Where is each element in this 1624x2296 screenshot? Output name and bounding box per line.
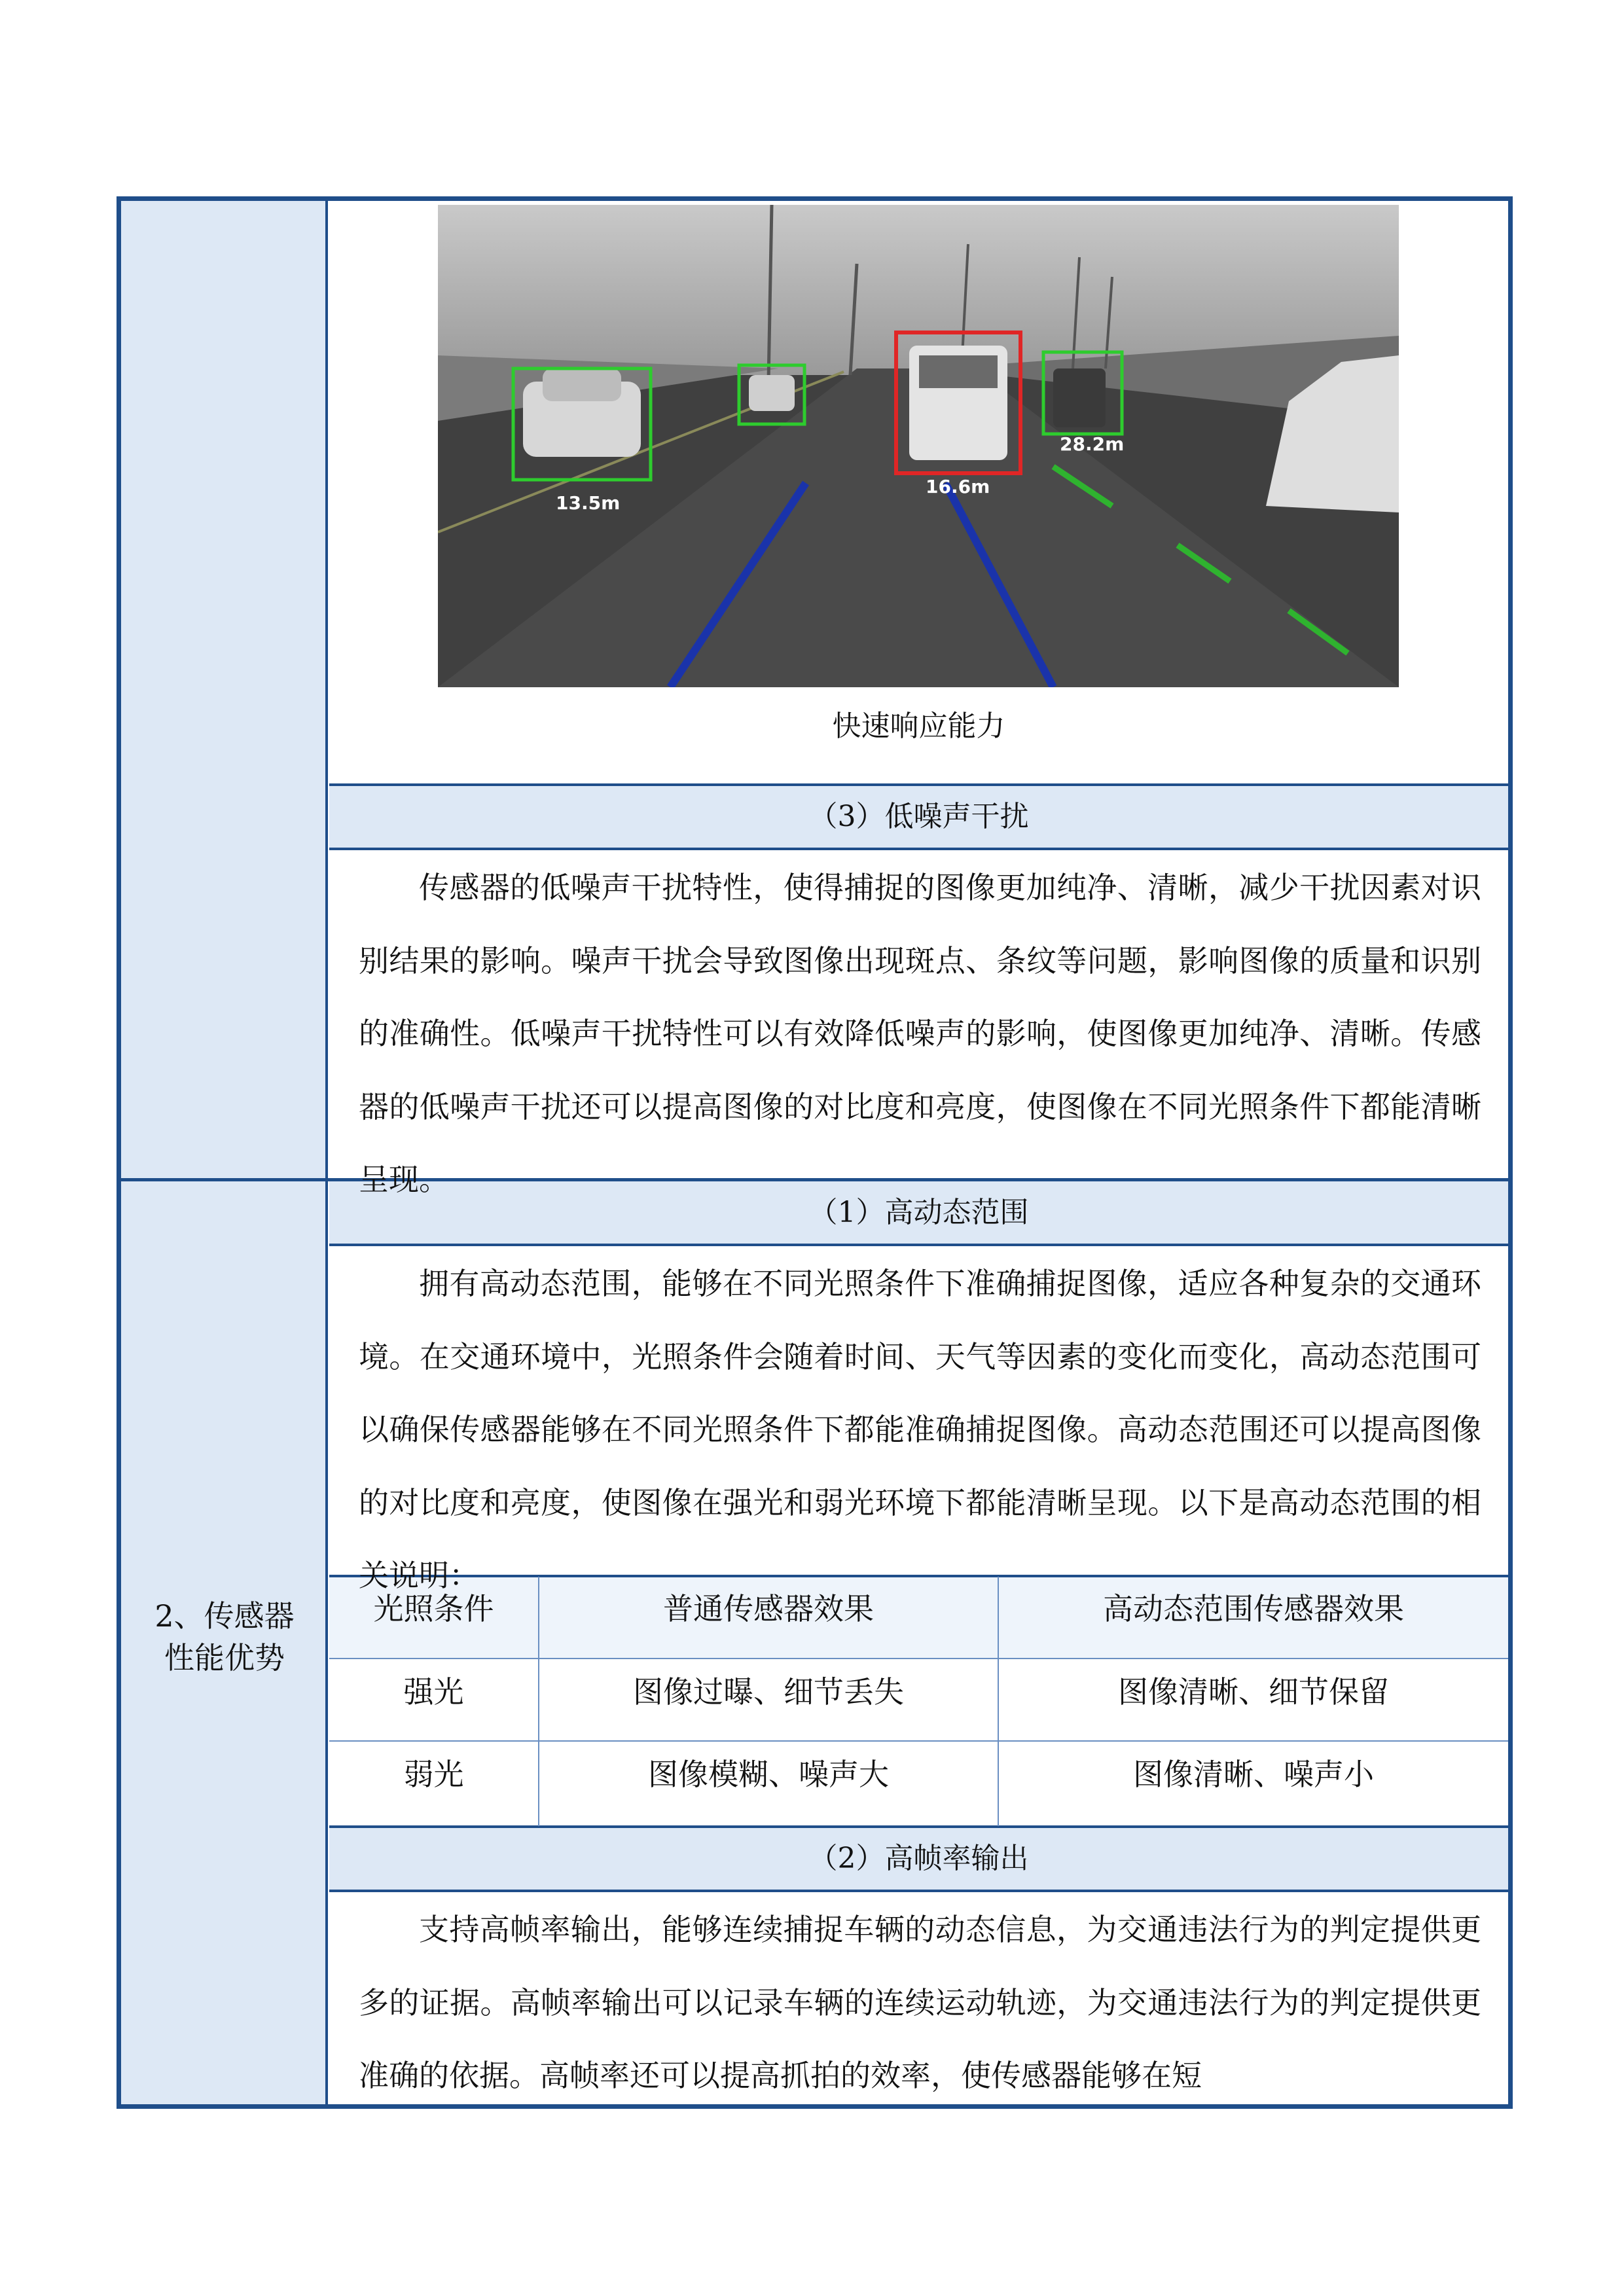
distance-label: 16.6m: [926, 476, 990, 497]
row-label-line: 2、传感器: [154, 1598, 295, 1634]
paragraph-low-noise: 传感器的低噪声干扰特性，使得捕捉的图像更加纯净、清晰，减少干扰因素对识别结果的影响。噪声干扰会导致图像出现斑点、条纹等问题，影响图像的质量和识别的准确性。低噪声干扰特性可以有效降低噪声的影响，使图像更加纯净、清晰。传感器的低噪声干扰还可以提高图像的对比度和亮度，使图像在不同光照条件下都能清晰呈现。: [359, 870, 1481, 1197]
table-cell: 图像模糊、噪声大: [648, 1757, 889, 1792]
table-cell: 图像清晰、细节保留: [1118, 1674, 1389, 1710]
table-cell: 图像过曝、细节丢失: [633, 1674, 904, 1710]
table-header-cell: 普通传感器效果: [663, 1591, 874, 1626]
table-header-cell: 光照条件: [373, 1591, 494, 1626]
figure-caption: 快速响应能力: [832, 709, 1005, 743]
table-cell: 强光: [403, 1674, 464, 1710]
section-heading: （3）低噪声干扰: [808, 800, 1029, 833]
section-heading: （2）高帧率输出: [808, 1842, 1029, 1875]
row-label: [121, 1595, 328, 1679]
table-header-cell: 高动态范围传感器效果: [1103, 1591, 1404, 1626]
section-heading: （1）高动态范围: [808, 1196, 1029, 1229]
table-cell: 弱光: [403, 1757, 464, 1792]
paragraph-fps: 支持高帧率输出，能够连续捕捉车辆的动态信息，为交通违法行为的判定提供更多的证据。高帧率输出可以记录车辆的连续运动轨迹，为交通违法行为的判定提供更准确的依据。高帧率还可以提高抓拍的效率，使传感器能够在短: [359, 1912, 1481, 2093]
distance-label: 28.2m: [1060, 433, 1125, 455]
row-label-line: 性能优势: [164, 1640, 285, 1676]
traffic-detection-photo: [438, 205, 1399, 687]
distance-label: 13.5m: [556, 492, 621, 514]
table-cell: 图像清晰、噪声小: [1133, 1757, 1374, 1792]
paragraph-hdr: 拥有高动态范围，能够在不同光照条件下准确捕捉图像，适应各种复杂的交通环境。在交通环境中，光照条件会随着时间、天气等因素的变化而变化，高动态范围可以确保传感器能够在不同光照条件下都能准确捕捉图像。高动态范围还可以提高图像的对比度和亮度，使图像在强光和弱光环境下都能清晰呈现。以下是高动态范围的相关说明：: [359, 1266, 1481, 1593]
